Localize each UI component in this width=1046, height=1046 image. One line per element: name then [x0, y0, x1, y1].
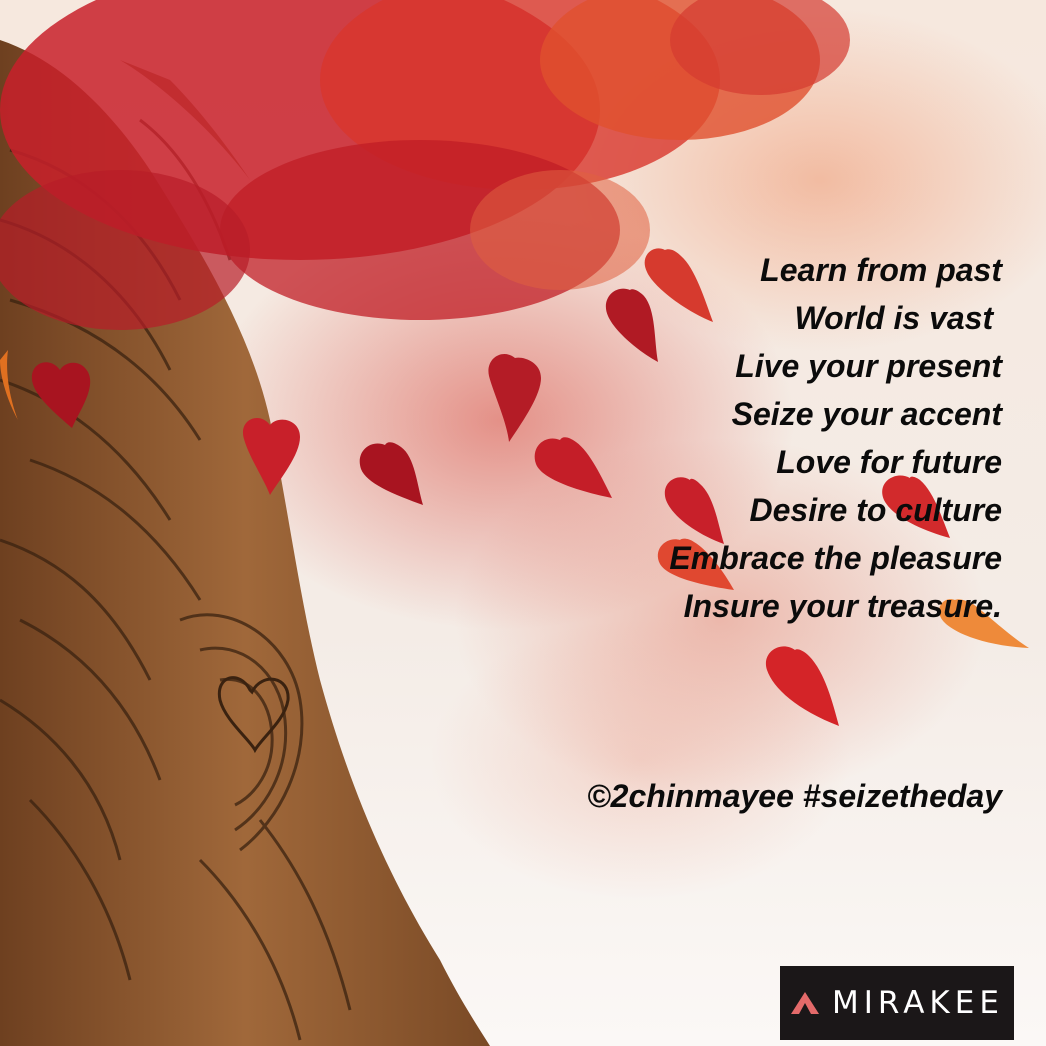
poem-line-7: Embrace the pleasure: [669, 540, 1002, 576]
poem-line-2: World is vast: [794, 300, 1002, 336]
mountain-logo-icon: [790, 990, 820, 1016]
poem-line-4: Seize your accent: [731, 396, 1002, 432]
mirakee-badge[interactable]: [780, 966, 1014, 1040]
poem-line-6: Desire to culture: [749, 492, 1002, 528]
poem-line-8: Insure your treasure.: [683, 588, 1002, 624]
poem-text: [442, 246, 1002, 630]
poem-line-3: Live your present: [735, 348, 1002, 384]
brand-name: MIRAKEE: [832, 985, 1004, 1021]
poem-line-1: Learn from past: [760, 252, 1002, 288]
poem-line-5: Love for future: [776, 444, 1002, 480]
author-credit: ©2chinmayee #seizetheday: [587, 778, 1002, 814]
